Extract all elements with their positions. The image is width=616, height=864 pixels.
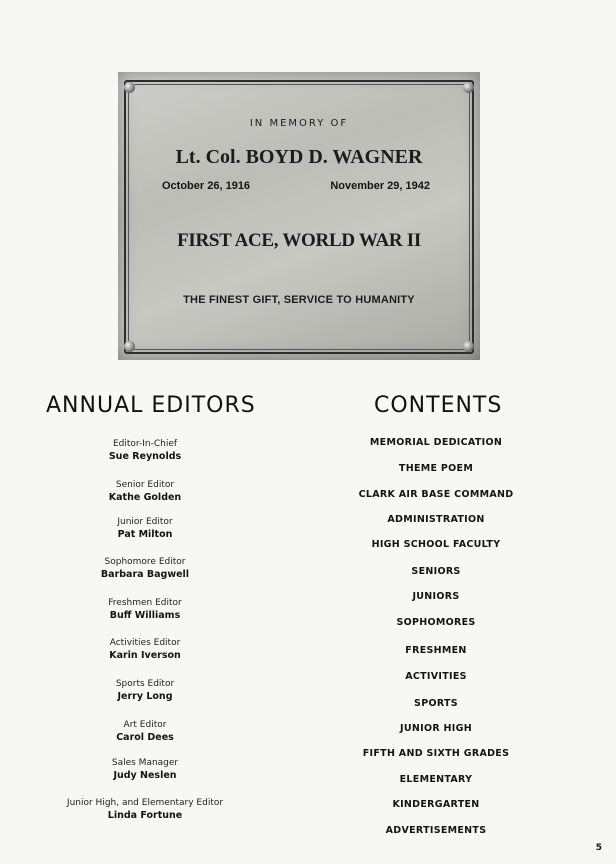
editor-role: Junior High, and Elementary Editor xyxy=(66,798,224,808)
plaque-title: FIRST ACE, WORLD WAR II xyxy=(177,230,421,251)
contents-item: SENIORS xyxy=(411,566,461,577)
contents-item: ADVERTISEMENTS xyxy=(385,825,487,836)
editor-entry xyxy=(30,556,260,581)
contents-item: JUNIORS xyxy=(412,591,460,602)
contents-item: MEMORIAL DEDICATION xyxy=(369,437,503,448)
editor-entry xyxy=(30,637,260,662)
contents-item: SOPHOMORES xyxy=(396,617,476,628)
plaque-birth-date: October 26, 1916 xyxy=(162,180,251,192)
editor-entry xyxy=(30,438,260,463)
contents-item: ELEMENTARY xyxy=(399,774,473,785)
plaque-motto: THE FINEST GIFT, SERVICE TO HUMANITY xyxy=(183,294,415,306)
rivet-icon xyxy=(124,341,135,352)
editor-role: Editor-In-Chief xyxy=(112,439,178,449)
editor-role: Sophomore Editor xyxy=(104,557,186,567)
plaque-death-date: November 29, 1942 xyxy=(330,180,430,192)
editor-name: Carol Dees xyxy=(116,732,174,743)
rivet-icon xyxy=(124,82,135,93)
contents-item: ACTIVITIES xyxy=(405,671,467,682)
editor-entry xyxy=(30,797,260,822)
editor-name: Buff Williams xyxy=(109,610,181,621)
annual-editors-heading: ANNUAL EDITORS xyxy=(46,393,256,418)
plaque-in-memory: IN MEMORY OF xyxy=(249,118,349,129)
contents-item: HIGH SCHOOL FACULTY xyxy=(371,539,501,550)
editor-name: Sue Reynolds xyxy=(108,451,182,462)
page-number: 5 xyxy=(595,843,602,853)
editor-role: Sports Editor xyxy=(115,679,175,689)
editor-role: Sales Manager xyxy=(111,758,179,768)
rivet-icon xyxy=(463,341,474,352)
contents-item: ADMINISTRATION xyxy=(387,514,485,525)
editor-name: Linda Fortune xyxy=(107,810,183,821)
editor-name: Karin Iverson xyxy=(109,650,181,661)
editor-name: Jerry Long xyxy=(117,691,173,702)
editor-name: Pat Milton xyxy=(117,529,173,540)
contents-item: KINDERGARTEN xyxy=(392,799,480,810)
plaque-name: Lt. Col. BOYD D. WAGNER xyxy=(175,146,423,168)
editor-role: Senior Editor xyxy=(115,480,175,490)
editor-role: Activities Editor xyxy=(109,638,181,648)
editor-name: Kathe Golden xyxy=(108,492,182,503)
rivet-icon xyxy=(463,82,474,93)
editor-role: Junior Editor xyxy=(117,517,173,527)
contents-item: FRESHMEN xyxy=(405,645,467,656)
editor-entry xyxy=(30,479,260,504)
editor-name: Judy Neslen xyxy=(113,770,177,781)
editor-role: Art Editor xyxy=(123,720,167,730)
editor-entry xyxy=(30,757,260,782)
editor-entry xyxy=(30,516,260,541)
contents-item: JUNIOR HIGH xyxy=(400,723,472,734)
editor-entry xyxy=(30,597,260,622)
contents-item: THEME POEM xyxy=(398,463,474,474)
editor-entry xyxy=(30,719,260,744)
contents-item: CLARK AIR BASE COMMAND xyxy=(358,489,514,500)
contents-heading: CONTENTS xyxy=(374,393,503,418)
editor-role: Freshmen Editor xyxy=(108,598,182,608)
memorial-plaque-photo xyxy=(118,72,480,360)
contents-item: FIFTH AND SIXTH GRADES xyxy=(362,748,510,759)
editor-name: Barbara Bagwell xyxy=(100,569,190,580)
contents-item: SPORTS xyxy=(414,698,458,709)
editor-entry xyxy=(30,678,260,703)
